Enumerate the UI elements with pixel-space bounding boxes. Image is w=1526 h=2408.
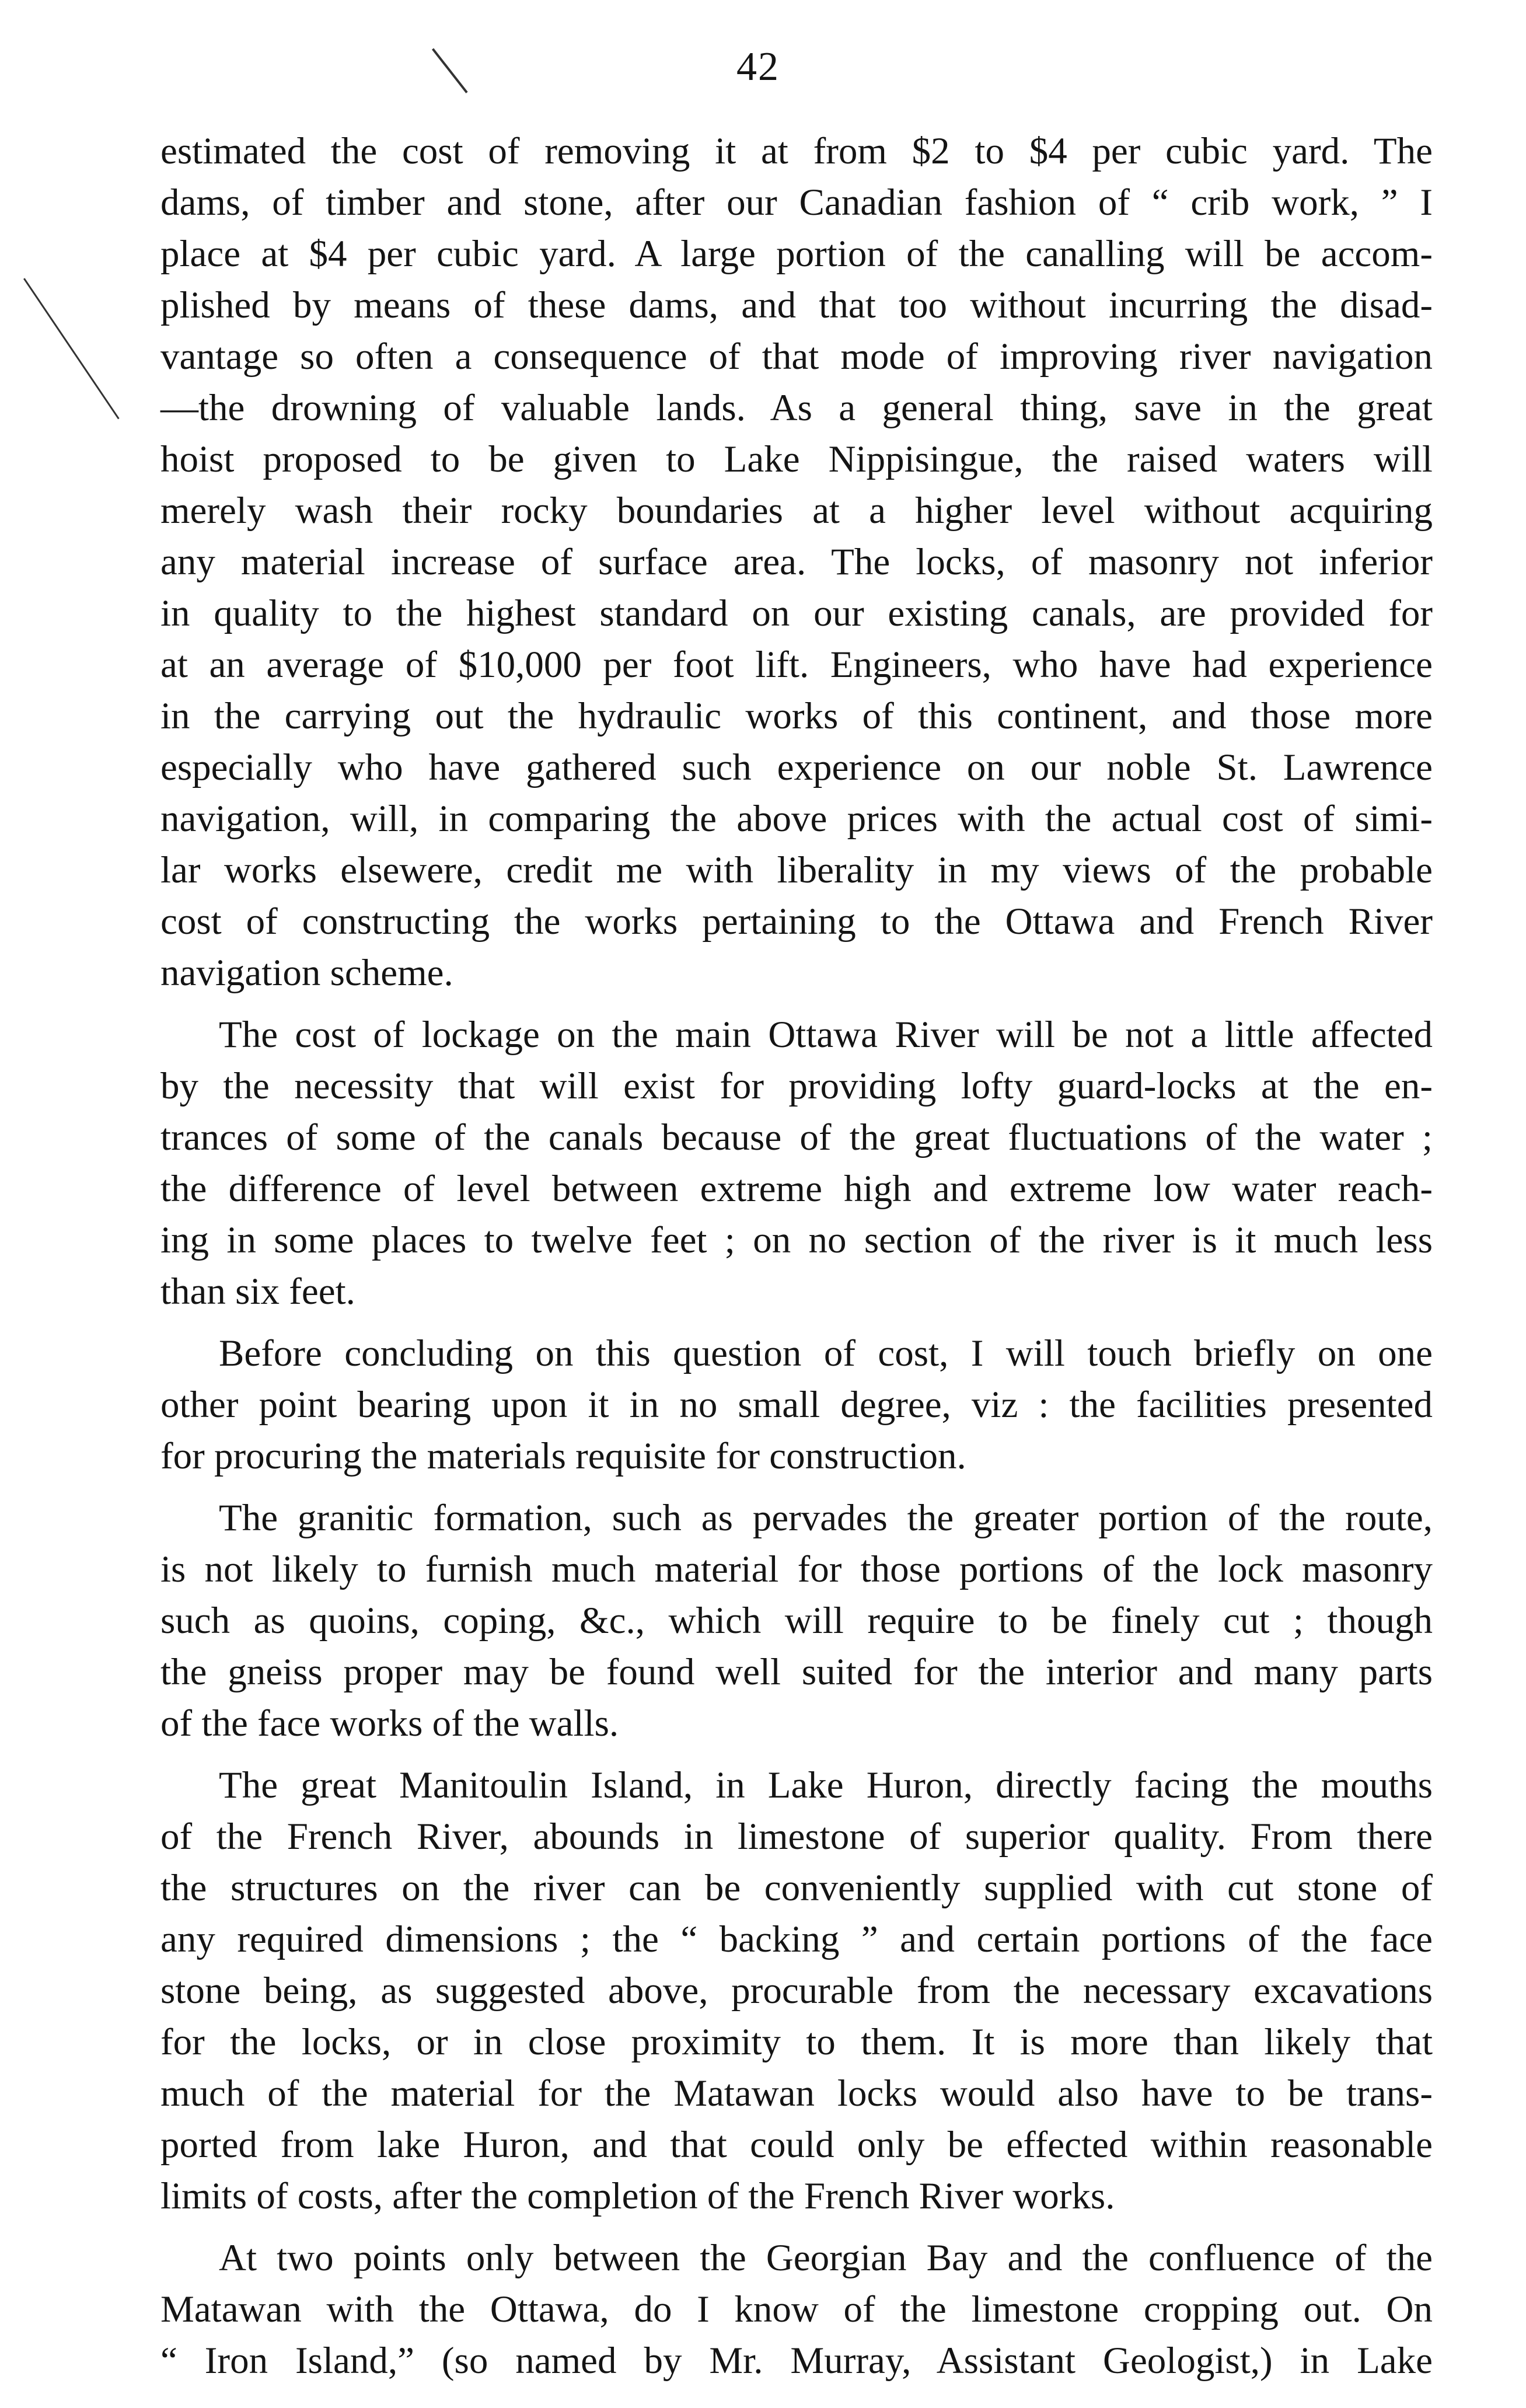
text-line: the difference of level between extreme high and extreme low water reach-: [160, 1168, 1433, 1210]
text-line: dams, of timber and stone, after our Canadian fashion of “ crib work, ” I: [160, 182, 1433, 224]
page-number: 42: [736, 44, 780, 89]
text-line: vantage so often a consequence of that mode of improving river navigation: [160, 336, 1433, 378]
text-line: —the drowning of valuable lands. As a general thing, save in the great: [160, 387, 1433, 429]
scan-stray-mark: [23, 278, 120, 419]
text-line: in the carrying out the hydraulic works of this continent, and those more: [160, 695, 1433, 737]
text-line: Before concluding on this question of cost, I will touch briefly on one: [219, 1332, 1433, 1374]
text-line: place at $4 per cubic yard. A large portion of the canalling will be accom-: [160, 233, 1433, 275]
paragraph-1: [160, 125, 1433, 999]
paragraph-6: [160, 2232, 1433, 2386]
text-line: hoist proposed to be given to Lake Nippisingue, the raised waters will: [160, 438, 1433, 480]
text-line: limits of costs, after the completion of the French River works.: [160, 2175, 1115, 2217]
text-line: navigation, will, in comparing the above prices with the actual cost of simi-: [160, 798, 1433, 840]
text-line: of the face works of the walls.: [160, 1702, 619, 1744]
text-line: “ Iron Island,” (so named by Mr. Murray, Assistant Geologist,) in Lake: [160, 2340, 1433, 2382]
text-line: ing in some places to twelve feet ; on no section of the river is it much less: [160, 1219, 1433, 1261]
text-line: The cost of lockage on the main Ottawa River will be not a little affected: [219, 1014, 1433, 1056]
text-line: especially who have gathered such experience on our noble St. Lawrence: [160, 746, 1433, 788]
paragraph-5: [160, 1760, 1433, 2222]
text-line: merely wash their rocky boundaries at a higher level without acquiring: [160, 490, 1433, 532]
text-line: much of the material for the Matawan locks would also have to be trans-: [160, 2072, 1433, 2114]
text-line: The granitic formation, such as pervades the greater portion of the route,: [219, 1497, 1433, 1539]
text-line: other point bearing upon it in no small degree, viz : the facilities presented: [160, 1384, 1433, 1426]
text-line: At two points only between the Georgian Bay and the confluence of the: [219, 2237, 1433, 2279]
text-line: cost of constructing the works pertaining to the Ottawa and French River: [160, 901, 1433, 943]
text-line: estimated the cost of removing it at from $2 to $4 per cubic yard. The: [160, 130, 1433, 172]
text-line: lar works elsewere, credit me with liberality in my views of the probable: [160, 849, 1433, 891]
text-line: of the French River, abounds in limestone of superior quality. From there: [160, 1816, 1433, 1858]
text-line: at an average of $10,000 per foot lift. Engineers, who have had experience: [160, 644, 1433, 686]
paragraph-3: [160, 1328, 1433, 1482]
paragraph-2: [160, 1009, 1433, 1317]
text-line: the gneiss proper may be found well suited for the interior and many parts: [160, 1651, 1433, 1693]
text-line: such as quoins, coping, &c., which will require to be finely cut ; though: [160, 1600, 1433, 1642]
text-line: plished by means of these dams, and that too without incurring the disad-: [160, 284, 1433, 326]
text-line: than six feet.: [160, 1271, 355, 1313]
text-line: in quality to the highest standard on our existing canals, are provided for: [160, 592, 1433, 634]
text-line: for the locks, or in close proximity to them. It is more than likely that: [160, 2021, 1433, 2063]
text-line: for procuring the materials requisite for construction.: [160, 1435, 966, 1477]
body-text: [160, 125, 1433, 2386]
text-line: by the necessity that will exist for providing lofty guard-locks at the en-: [160, 1065, 1433, 1107]
text-line: is not likely to furnish much material for those portions of the lock masonry: [160, 1548, 1433, 1590]
text-line: any material increase of surface area. The locks, of masonry not inferior: [160, 541, 1433, 583]
scan-stray-mark: [432, 48, 468, 93]
text-line: Matawan with the Ottawa, do I know of the limestone cropping out. On: [160, 2288, 1433, 2330]
text-line: The great Manitoulin Island, in Lake Huron, directly facing the mouths: [219, 1764, 1433, 1806]
paragraph-4: [160, 1492, 1433, 1749]
text-line: trances of some of the canals because of the great fluctuations of the water ;: [160, 1116, 1433, 1158]
text-line: the structures on the river can be conveniently supplied with cut stone of: [160, 1867, 1433, 1909]
text-line: stone being, as suggested above, procurable from the necessary excavations: [160, 1970, 1433, 2012]
text-line: navigation scheme.: [160, 952, 453, 994]
text-line: ported from lake Huron, and that could only be effected within reasonable: [160, 2124, 1433, 2166]
text-line: any required dimensions ; the “ backing ” and certain portions of the face: [160, 1918, 1433, 1960]
